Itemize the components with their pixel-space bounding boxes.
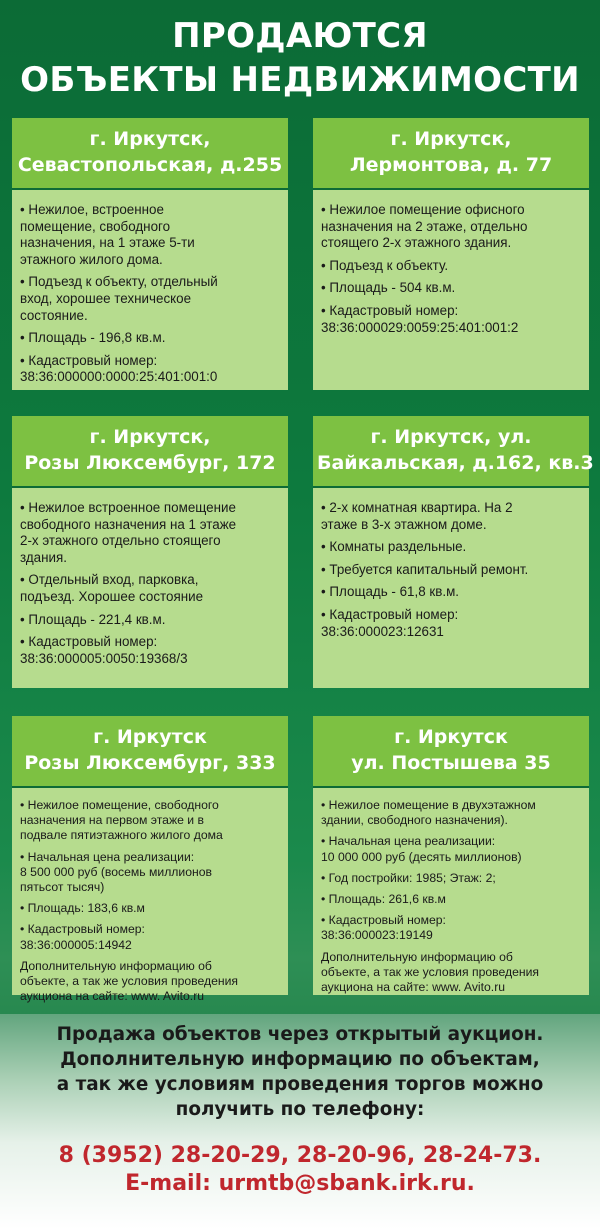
card-body (12, 488, 288, 681)
page-title-line2: ОБЪЕКТЫ НЕДВИЖИМОСТИ (20, 60, 580, 100)
card-item-year: • Год постройки: 1985; Этаж: 2; (321, 870, 496, 885)
card-title (313, 416, 594, 488)
card-item-cadastral: • Кадастровый номер: 38:36:000023:12631 (321, 606, 459, 639)
card-item-repair: • Требуется капитальный ремонт. (321, 561, 529, 577)
contacts (0, 1142, 600, 1198)
card-city: г. Иркутск, (89, 128, 211, 150)
auction-info-line: Дополнительную информацию по объектам, (60, 1049, 540, 1070)
property-card-rozy-luxemburg-333 (12, 716, 288, 1004)
property-card-rozy-luxemburg-172 (12, 416, 288, 688)
card-item-area: • Площадь - 196,8 кв.м. (20, 330, 166, 346)
card-city: г. Иркутск, (89, 426, 211, 448)
card-city: г. Иркутск, (390, 128, 512, 150)
card-item-cadastral: • Кадастровый номер: 38:36:000005:0050:19368/3 (20, 634, 188, 666)
auction-info-line: Продажа объектов через открытый аукцион. (56, 1024, 544, 1045)
card-item-description: • Нежилое встроенное помещение свободного назначения на 1 этаже 2-х этажного отдельно стоящего здания. (20, 500, 237, 565)
card-address: Лермонтова, д. 77 (349, 154, 553, 176)
card-title (313, 118, 589, 190)
card-title (12, 416, 288, 488)
card-item-description: • Нежилое помещение офисного назначения на 2 этаже, отдельно стоящего 2-х этажного здания. (321, 202, 528, 251)
card-body (313, 788, 589, 1003)
card-note: Дополнительную информацию об объекте, а так же условия проведения аукциона на сайте: www. Avito.ru (321, 949, 540, 995)
auction-info (0, 1014, 600, 1122)
card-body (12, 788, 288, 1012)
page-title-line1: ПРОДАЮТСЯ (172, 16, 428, 56)
card-note: Дополнительную информацию об объекте, а так же условия проведения аукциона на сайте: www. Avito.ru (20, 958, 239, 1004)
card-title (313, 716, 589, 788)
card-address: Байкальская, д.162, кв.3 (317, 452, 594, 474)
card-body (12, 190, 288, 400)
property-card-postysheva (313, 716, 589, 995)
page-title (0, 14, 600, 102)
card-item-access: • Отдельный вход, парковка, подъезд. Хорошее состояние (20, 572, 204, 604)
phone-numbers: 8 (3952) 28-20-29, 28-20-96, 28-24-73. (58, 1143, 542, 1168)
card-item-description: • 2-х комнатная квартира. На 2 этаже в 3-х этажном доме. (321, 500, 513, 532)
card-item-cadastral: • Кадастровый номер: 38:36:000005:14942 (20, 922, 145, 952)
property-card-sevastopolskaya (12, 118, 288, 390)
card-item-cadastral: • Кадастровый номер: 38:36:000029:0059:25:401:001:2 (321, 302, 519, 335)
card-city: г. Иркутск (394, 726, 508, 748)
card-item-area: • Площадь - 504 кв.м. (321, 280, 456, 296)
card-item-description: • Нежилое помещение в двухэтажном здании, свободного назначения). (321, 798, 536, 828)
card-item-rooms: • Комнаты раздельные. (321, 539, 467, 555)
card-address: Розы Люксембург, 333 (24, 752, 276, 774)
property-card-lermontova (313, 118, 589, 390)
card-address: Севастопольская, д.255 (17, 154, 283, 176)
card-address: Розы Люксембург, 172 (24, 452, 276, 474)
card-body (313, 488, 589, 654)
card-item-price: • Начальная цена реализации: 10 000 000 руб (десять миллионов) (321, 834, 522, 864)
card-item-cadastral: • Кадастровый номер: 38:36:000023:19149 (321, 913, 446, 943)
email-address: E-mail: urmtb@sbank.irk.ru. (125, 1171, 475, 1196)
card-city: г. Иркутск, ул. (370, 426, 532, 448)
card-title (12, 118, 288, 190)
footer (0, 1014, 600, 1229)
card-item-area: • Площадь - 221,4 кв.м. (20, 611, 166, 627)
auction-info-line: получить по телефону: (175, 1099, 425, 1120)
auction-info-line: а так же условиям проведения торгов можно (56, 1074, 544, 1095)
card-item-access: • Подъезд к объекту. (321, 257, 449, 273)
card-item-access: • Подъезд к объекту, отдельный вход, хорошее техническое состояние. (20, 274, 218, 323)
property-card-baikalskaya (313, 416, 594, 688)
card-item-area: • Площадь: 183,6 кв.м (20, 901, 145, 916)
card-item-price: • Начальная цена реализации: 8 500 000 руб (восемь миллионов пятьсот тысяч) (20, 849, 212, 895)
card-address: ул. Постышева 35 (351, 752, 551, 774)
card-item-cadastral: • Кадастровый номер: 38:36:000000:0000:25:401:001:0 (20, 352, 218, 385)
card-body (313, 190, 589, 350)
card-title (12, 716, 288, 788)
card-item-area: • Площадь - 61,8 кв.м. (321, 584, 459, 600)
card-city: г. Иркутск (93, 726, 207, 748)
card-item-description: • Нежилое, встроенное помещение, свободного назначения, на 1 этаже 5-ти этажного жилого дома. (20, 202, 195, 267)
card-item-description: • Нежилое помещение, свободного назначения на первом этаже и в подвале пятиэтажного жилого дома (20, 798, 223, 843)
card-item-area: • Площадь: 261,6 кв.м (321, 892, 446, 907)
